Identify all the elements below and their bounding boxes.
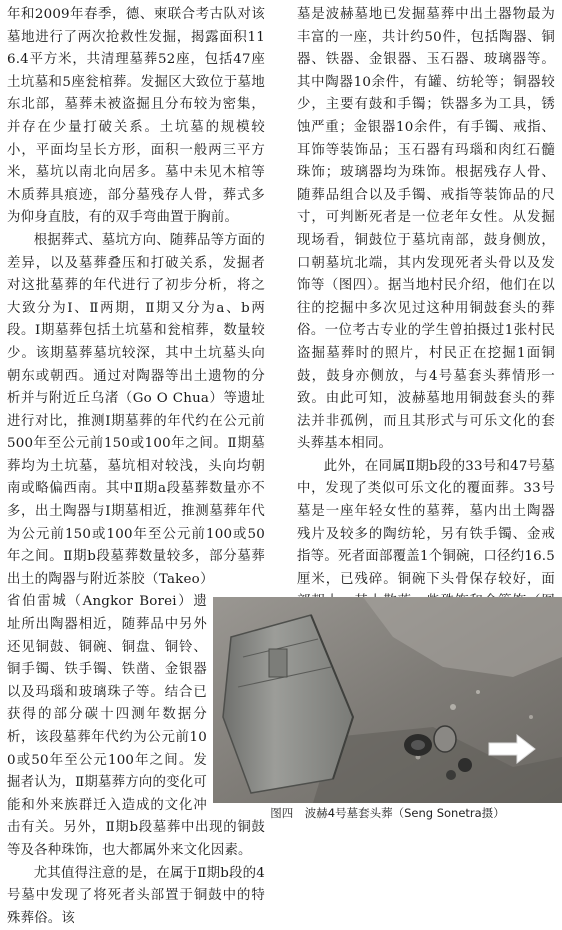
paragraph-face-cover-burials: 此外，在同属Ⅱ期b段的33号和47号墓中，发现了类似可乐文化的覆面葬。33号墓是一座年轻女性的墓葬，墓内出土陶器残片及较多的陶纺轮，另有铁手镯、金戒指等。死者面部覆盖1个铜碗，口径约16.5厘米，已残碎。铜碗下头骨保存较好，面 (297, 458, 555, 587)
paragraph-drum-burial-intro: 尤其值得注意的是，在属于Ⅱ期b段的4号墓中发现了将死者头部置于铜鼓中的特殊葬俗。该 (7, 865, 265, 926)
figure-4-photo (213, 597, 562, 803)
paragraph-tomb4-contents: 墓是波赫墓地已发掘墓葬中出土器物最为丰富的一座，共计约50件，包括陶器、铜器、铁器、金银器、玉石器、玻璃器等。其中陶器10余件，有罐、纺轮等；铜器较少，主要有鼓和手镯；铁器多为工具，锈蚀严重；金银器10余件，有手镯、戒指、耳饰等装饰品；玉石器有玛瑙和肉红石髓珠饰；玻璃器均为珠饰。根据残存人骨、随葬品组合以及手镯、戒指等装饰品的尺寸，可判断死者是一位老年女性。从发掘现场看，铜鼓位于墓坑南部，鼓身侧放，口朝墓坑北端，其内发现死者头骨以及发饰等（图四）。据当地村民介绍，他们在以往的挖掘中多次见过这种用铜鼓套头的葬俗。一位考古专业的学生曾拍摄过1张村民盗掘墓葬时的照片，村民正在挖掘1面铜鼓，鼓身亦侧放，与4号墓套头葬情形一致。由此可知，波赫墓地用铜鼓套头的葬法并非孤例，而且其形式与可乐文化的套头葬基本相同。 (297, 7, 555, 452)
right-text-column (297, 4, 555, 659)
paragraph-dating-analysis: 根据葬式、墓坑方向、随葬品等方面的差异，以及墓葬叠压和打破关系，发掘者对这批墓葬的年代进行了初步分析，将之大致分为Ⅰ、Ⅱ两期，Ⅱ期又分为a、b两段。Ⅰ期墓葬包括土坑墓和瓮棺葬，数量较少。该期墓葬墓坑较深，其中土坑墓头向朝东或朝西。通过对陶器等出土遗物的分析并与附近丘乌渚（Go O Chua）等遗址进行对比，推测Ⅰ期墓葬的年代约在公元前500年至公元前150或100年之间。Ⅱ期墓葬均为土坑墓，墓坑相对较浅，头向均朝南或略偏西南。其中Ⅱ期a段墓葬数量亦不多，出土陶器与Ⅰ期墓相近，推测墓葬年代为公元前150或100年至公元前100或50年之间。Ⅱ期b段墓葬数量较多，部分墓葬出土的陶器与附近茶胶（Takeo）省伯雷城（Angkor Borei）遗址所出陶器相近，随葬品中另外还见铜鼓、铜碗、铜盘、铜铃、铜手镯、铁手镯、铁凿、金银器以及玛瑙和玻璃珠子等。结合已获得的部分碳十四测年数据分析，该段墓葬年代约为公元前100或50年至公元100年之间。发掘者认为，Ⅱ期墓葬方向的变化可能和外来族群迁入造成的文化冲击有关。另外，Ⅱ期b段墓葬中出现的铜鼓等及各种珠饰，也大都属外来文化因素。 (7, 232, 265, 858)
paragraph-excavation-overview: 年和2009年春季，德、柬联合考古队对该墓地进行了两次抢救性发掘，揭露面积116.4平方米，共清理墓葬52座，包括47座土坑墓和5座瓮棺葬。发掘区大致位于墓地东北部，墓葬未被盗掘且分布较为密集，并存在少量打破关系。土坑墓的规模较小，平面均呈长方形，面积一般两三平方米，墓坑以南北向居多。墓中未见木棺等木质葬具痕迹，部分墓残存人骨，葬式多为仰身直肢，有的双手弯曲置于胸前。 (7, 7, 265, 226)
figure-caption: 图四 波赫4号墓套头葬（Seng Sonetra摄） (270, 806, 505, 820)
